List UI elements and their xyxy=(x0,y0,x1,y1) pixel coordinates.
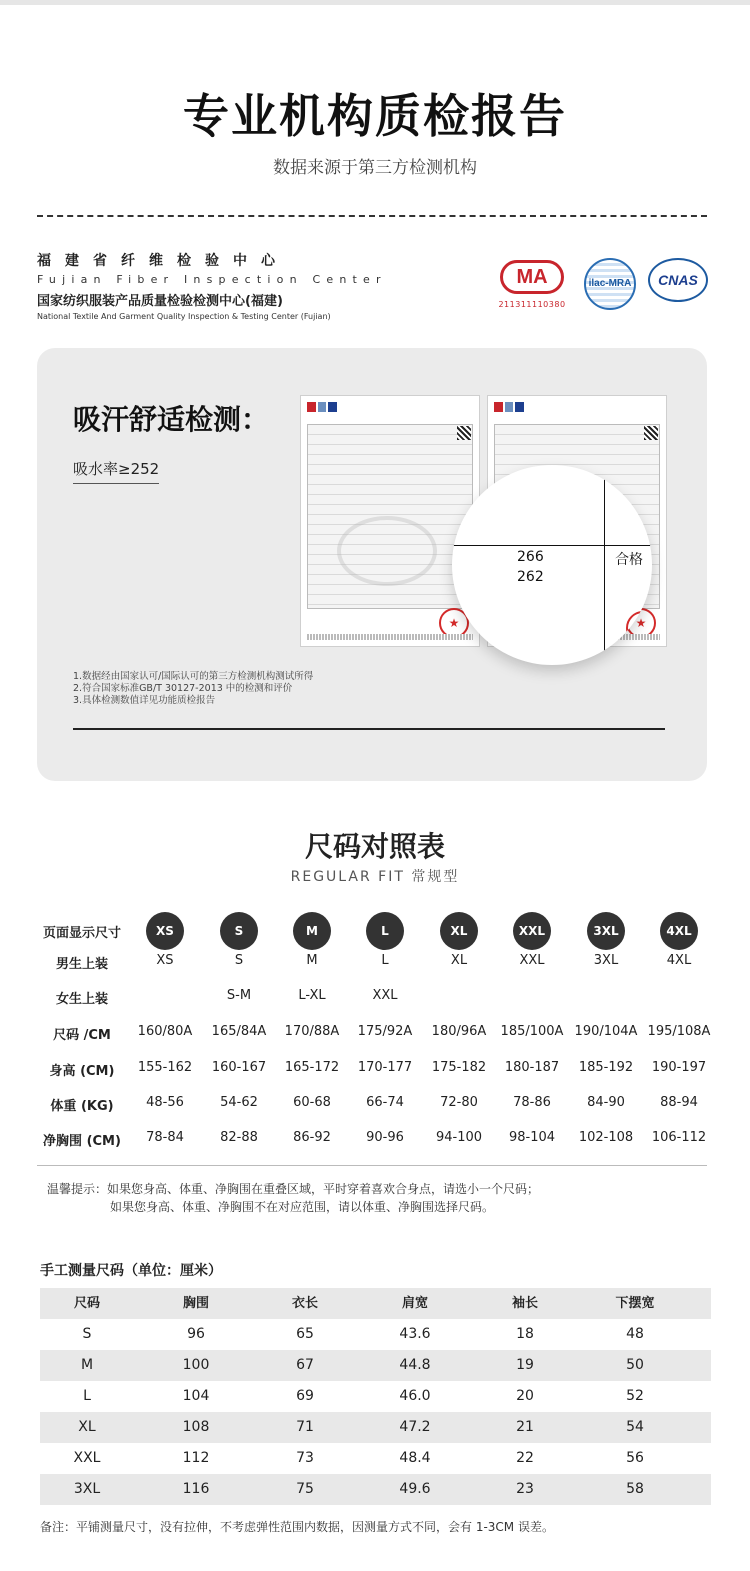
size-cell: 185/100A xyxy=(500,1024,564,1039)
size-cell: 160-167 xyxy=(211,1060,267,1075)
size-cell: L-XL xyxy=(298,988,326,1003)
magnifier-callout xyxy=(452,465,652,665)
measure-cell: XXL xyxy=(73,1450,101,1466)
top-divider-bar xyxy=(0,0,750,5)
magnifier-v-line xyxy=(604,465,605,665)
size-row-label: 页面显示尺寸 xyxy=(42,926,121,941)
center-name-cn: 国家纺织服装产品质量检验检测中心(福建) xyxy=(37,294,283,309)
size-chart-title: 尺码对照表 xyxy=(304,830,445,863)
size-cell: 102-108 xyxy=(578,1130,634,1145)
qr-code-icon xyxy=(644,426,658,440)
inspection-notes xyxy=(73,671,313,707)
measure-cell: 43.6 xyxy=(399,1326,431,1342)
size-cell: 195/108A xyxy=(647,1024,711,1039)
size-chart-subtitle: REGULAR FIT 常规型 xyxy=(290,869,460,885)
size-tip-line-1: 温馨提示：如果您身高、体重、净胸围在重叠区域，平时穿着喜欢合身点，请选小一个尺码； xyxy=(47,1182,540,1196)
size-badge: L xyxy=(366,912,404,950)
measure-cell: 100 xyxy=(182,1357,210,1373)
measure-cell: L xyxy=(83,1388,91,1404)
measure-cell: 50 xyxy=(626,1357,644,1373)
note-line: 3.具体检测数值详见功能质检报告 xyxy=(73,695,216,706)
size-cell: XS xyxy=(156,953,174,968)
measure-cell: 3XL xyxy=(73,1481,101,1497)
note-line: 2.符合国家标准GB/T 30127-2013 中的检测和评价 xyxy=(73,683,293,694)
size-cell: L xyxy=(381,953,389,968)
measure-cell: 65 xyxy=(296,1326,314,1342)
measure-cell: 肩宽 xyxy=(401,1296,428,1311)
magnifier-h-line xyxy=(452,545,652,546)
size-cell: 170-177 xyxy=(357,1060,413,1075)
measure-row xyxy=(40,1381,711,1412)
size-badge: XL xyxy=(440,912,478,950)
measure-cell: 19 xyxy=(516,1357,534,1373)
report-logos-icon xyxy=(494,402,524,412)
measure-cell: 112 xyxy=(182,1450,210,1466)
size-row-label: 净胸围 (CM) xyxy=(43,1134,121,1149)
size-cell: 165-172 xyxy=(284,1060,340,1075)
measure-header-row xyxy=(40,1288,711,1319)
stamp-edge-icon xyxy=(626,611,652,645)
result-qualified: 合格 xyxy=(615,552,643,568)
size-badge: M xyxy=(293,912,331,950)
size-cell: 78-84 xyxy=(146,1130,184,1145)
measure-cell: 69 xyxy=(296,1388,314,1404)
measure-cell: 下摆宽 xyxy=(615,1296,655,1311)
measure-row xyxy=(40,1443,711,1474)
size-cell: 106-112 xyxy=(651,1130,707,1145)
ilac-mra-logo: ilac-MRA xyxy=(584,258,636,310)
measure-cell: 23 xyxy=(516,1481,534,1497)
manual-measure-title: 手工测量尺码（单位：厘米） xyxy=(40,1263,222,1279)
size-cell: 190/104A xyxy=(574,1024,638,1039)
size-cell: 66-74 xyxy=(366,1095,404,1110)
size-cell: 54-62 xyxy=(220,1095,258,1110)
measure-cell: 71 xyxy=(296,1419,314,1435)
panel-divider xyxy=(73,728,665,730)
size-cell: 4XL xyxy=(666,953,692,968)
note-line: 1.数据经由国家认可/国际认可的第三方检测机构测试所得 xyxy=(73,671,314,682)
size-cell: M xyxy=(306,953,318,968)
measure-row xyxy=(40,1319,711,1350)
size-row-label: 身高 (CM) xyxy=(49,1064,115,1079)
size-badge: 4XL xyxy=(660,912,698,950)
cnas-logo: CNAS xyxy=(648,258,708,302)
size-cell: 170/88A xyxy=(284,1024,340,1039)
measure-cell: 116 xyxy=(182,1481,210,1497)
measure-cell: 袖长 xyxy=(511,1296,538,1311)
measured-value-1: 266 xyxy=(517,549,544,565)
qr-code-icon xyxy=(457,426,471,440)
measure-cell: 48 xyxy=(626,1326,644,1342)
size-badge: S xyxy=(220,912,258,950)
size-cell: 180/96A xyxy=(431,1024,487,1039)
measure-cell: 73 xyxy=(296,1450,314,1466)
size-tip-line-2: 如果您身高、体重、净胸围不在对应范围，请以体重、净胸围选择尺码。 xyxy=(110,1200,495,1214)
measure-cell: XL xyxy=(78,1419,96,1435)
inspection-panel xyxy=(37,348,707,781)
dashed-divider xyxy=(37,215,707,217)
size-cell: 190-197 xyxy=(651,1060,707,1075)
size-cell: 175/92A xyxy=(357,1024,413,1039)
size-cell: 180-187 xyxy=(504,1060,560,1075)
measure-cell: 52 xyxy=(626,1388,644,1404)
cma-number: 211311110380 xyxy=(498,300,566,309)
size-cell: 82-88 xyxy=(220,1130,258,1145)
size-badge: 3XL xyxy=(587,912,625,950)
size-row-label: 女生上装 xyxy=(55,992,108,1007)
absorption-rate: 吸水率≥252 xyxy=(73,458,159,484)
report-footer-graphic xyxy=(307,634,473,640)
size-cell: 78-86 xyxy=(513,1095,551,1110)
measure-cell: 48.4 xyxy=(399,1450,431,1466)
measure-cell: 104 xyxy=(182,1388,210,1404)
size-cell: S xyxy=(234,953,244,968)
size-cell: 175-182 xyxy=(431,1060,487,1075)
measure-row xyxy=(40,1412,711,1443)
official-stamp-icon: ★ xyxy=(439,608,469,638)
measure-cell: 49.6 xyxy=(399,1481,431,1497)
institution-name-cn: 福建省纤维检验中心 xyxy=(37,253,289,269)
size-cell: 160/80A xyxy=(137,1024,193,1039)
measure-cell: 54 xyxy=(626,1419,644,1435)
size-row-label: 尺码 /CM xyxy=(53,1028,111,1043)
measure-cell: M xyxy=(80,1357,94,1373)
institution-name-en: Fujian Fiber Inspection Center xyxy=(37,273,387,286)
measure-cell: 衣长 xyxy=(291,1296,318,1311)
size-cell: 155-162 xyxy=(137,1060,193,1075)
size-cell: 185-192 xyxy=(578,1060,634,1075)
page-title: 专业机构质检报告 xyxy=(183,89,567,143)
measure-cell: 20 xyxy=(516,1388,534,1404)
page-subtitle: 数据来源于第三方检测机构 xyxy=(273,158,477,178)
measure-cell: 108 xyxy=(182,1419,210,1435)
size-cell: 88-94 xyxy=(660,1095,698,1110)
measure-cell: S xyxy=(82,1326,92,1342)
watermark-icon xyxy=(337,516,437,586)
size-cell: 86-92 xyxy=(293,1130,331,1145)
size-cell: 165/84A xyxy=(211,1024,267,1039)
cma-mark: MA xyxy=(500,260,564,294)
size-cell: 72-80 xyxy=(440,1095,478,1110)
measure-cell: 尺码 xyxy=(73,1296,100,1311)
measure-row xyxy=(40,1350,711,1381)
cma-logo xyxy=(498,260,566,316)
official-stamp-icon: ★ xyxy=(626,608,656,638)
measure-cell: 46.0 xyxy=(399,1388,431,1404)
size-cell: XXL xyxy=(519,953,545,968)
measured-value-2: 262 xyxy=(517,569,544,585)
measure-cell: 56 xyxy=(626,1450,644,1466)
size-cell: XL xyxy=(450,953,468,968)
size-row-label: 体重 (KG) xyxy=(50,1099,114,1114)
measure-cell: 22 xyxy=(516,1450,534,1466)
size-badge: XS xyxy=(146,912,184,950)
institution-block xyxy=(37,250,387,321)
size-cell: S-M xyxy=(226,988,252,1003)
measure-cell: 47.2 xyxy=(399,1419,431,1435)
size-cell: 98-104 xyxy=(508,1130,556,1145)
measure-cell: 21 xyxy=(516,1419,534,1435)
size-cell: 3XL xyxy=(593,953,619,968)
test-report-image-1 xyxy=(300,395,480,647)
size-chart-divider xyxy=(37,1165,707,1166)
size-cell: 60-68 xyxy=(293,1095,331,1110)
measure-cell: 75 xyxy=(296,1481,314,1497)
measure-cell: 胸围 xyxy=(182,1296,209,1311)
size-badge: XXL xyxy=(513,912,551,950)
size-cell: 48-56 xyxy=(146,1095,184,1110)
size-cell: 90-96 xyxy=(366,1130,404,1145)
measure-cell: 58 xyxy=(626,1481,644,1497)
measure-cell: 96 xyxy=(187,1326,205,1342)
measure-row xyxy=(40,1474,711,1505)
report-logos-icon xyxy=(307,402,337,412)
manual-measure-remark: 备注：平铺测量尺寸，没有拉伸，不考虑弹性范围内数据，因测量方式不同，会有 1-3CM 误差。 xyxy=(40,1520,554,1534)
measure-cell: 44.8 xyxy=(399,1357,431,1373)
center-name-en: National Textile And Garment Quality Inspection & Testing Center (Fujian) xyxy=(37,312,331,321)
measure-cell: 67 xyxy=(296,1357,314,1373)
size-cell: 94-100 xyxy=(435,1130,483,1145)
inspection-title: 吸汗舒适检测： xyxy=(73,403,270,436)
size-cell: XXL xyxy=(372,988,398,1003)
size-cell: 84-90 xyxy=(587,1095,625,1110)
measure-cell: 18 xyxy=(516,1326,534,1342)
size-row-label: 男生上装 xyxy=(55,957,108,972)
